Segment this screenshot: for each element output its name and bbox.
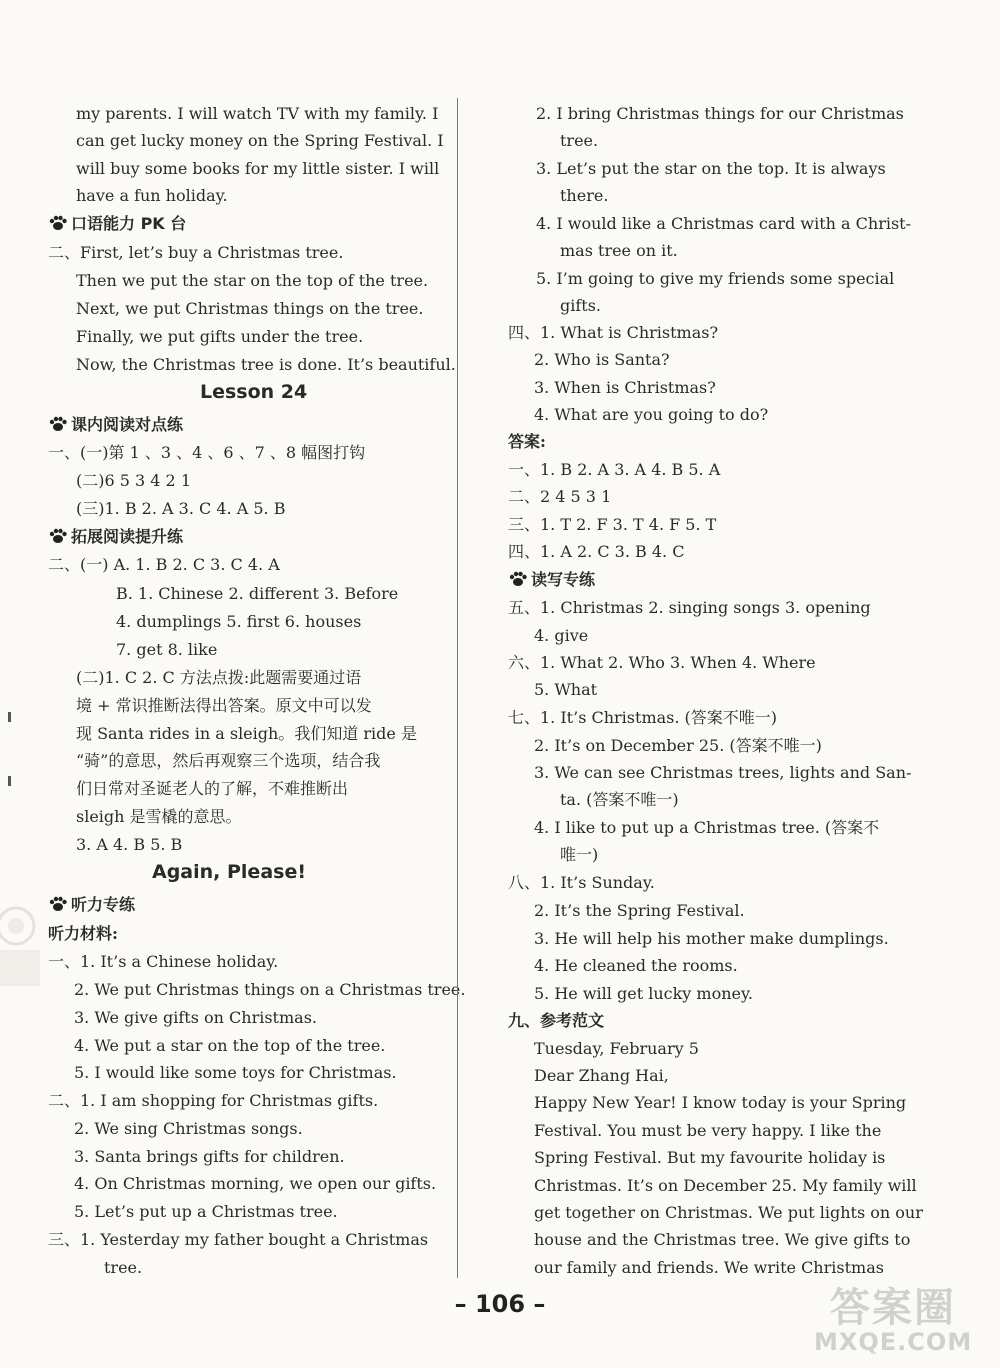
text-line: 六、1. What 2. Who 3. When 4. Where xyxy=(508,653,816,672)
text-line: house and the Christmas tree. We give gifts to xyxy=(534,1230,911,1249)
text-line: Christmas. It’s on December 25. My family will xyxy=(534,1176,917,1195)
text-line: 一、1. It’s a Chinese holiday. xyxy=(48,952,279,971)
text-line: 4. I like to put up a Christmas tree. (答案不 xyxy=(534,818,880,837)
section-heading xyxy=(508,570,595,590)
text-line: “骑”的意思，然后再观察三个选项，结合我 xyxy=(76,751,381,770)
text-line: my parents. I will watch TV with my family. I xyxy=(76,104,439,123)
section-heading xyxy=(48,214,186,234)
text-line: 四、1. A 2. C 3. B 4. C xyxy=(508,542,685,561)
text-line: 3. A 4. B 5. B xyxy=(76,835,183,854)
text-line: Now, the Christmas tree is done. It’s beautiful. xyxy=(76,355,456,374)
text-line: get together on Christmas. We put lights on our xyxy=(534,1203,923,1222)
section-heading xyxy=(48,895,135,915)
text-line: our family and friends. We write Christmas xyxy=(534,1258,884,1277)
text-line: 5. He will get lucky money. xyxy=(534,984,753,1003)
text-line: 5. Let’s put up a Christmas tree. xyxy=(74,1202,338,1221)
text-line: 三、1. Yesterday my father bought a Christmas xyxy=(48,1230,429,1249)
margin-mark xyxy=(8,776,11,786)
text-line: Tuesday, February 5 xyxy=(534,1039,699,1058)
text-line: 三、1. T 2. F 3. T 4. F 5. T xyxy=(508,515,717,534)
text-line: 八、1. It’s Sunday. xyxy=(508,873,655,892)
text-line: will buy some books for my little sister. I will xyxy=(76,159,440,178)
text-line: (二)6 5 3 4 2 1 xyxy=(76,471,191,490)
paw-icon xyxy=(48,416,68,432)
text-line: 2. We sing Christmas songs. xyxy=(74,1119,303,1138)
text-line: Next, we put Christmas things on the tree. xyxy=(76,299,424,318)
text-line: 4. dumplings 5. first 6. houses xyxy=(116,612,362,631)
section-heading-text: 课内阅读对点练 xyxy=(71,415,184,434)
text-line: 5. I’m going to give my friends some special xyxy=(536,269,895,288)
text-line: 二、2 4 5 3 1 xyxy=(508,487,612,506)
text-line: have a fun holiday. xyxy=(76,186,228,205)
text-line: 3. Let’s put the star on the top. It is always xyxy=(536,159,886,178)
watermark-logo-text: 答案圈 xyxy=(830,1285,956,1331)
page-number: – 106 – xyxy=(454,1290,546,1318)
text-line: Finally, we put gifts under the tree. xyxy=(76,327,364,346)
margin-mark xyxy=(8,712,11,722)
text-line: 2. It’s the Spring Festival. xyxy=(534,901,745,920)
paw-icon xyxy=(48,528,68,544)
text-line: mas tree on it. xyxy=(560,241,678,260)
text-line: (二)1. C 2. C 方法点拨:此题需要通过语 xyxy=(76,668,362,687)
watermark xyxy=(802,1276,992,1366)
text-line: 4. He cleaned the rooms. xyxy=(534,956,738,975)
text-line: 现 Santa rides in a sleigh。我们知道 ride 是 xyxy=(76,724,417,743)
text-line: B. 1. Chinese 2. different 3. Before xyxy=(116,584,399,603)
lesson-title: Lesson 24 xyxy=(200,381,308,403)
section-heading-text: 拓展阅读提升练 xyxy=(71,527,184,546)
text-line: 听力材料: xyxy=(48,924,118,943)
text-line: 3. Santa brings gifts for children. xyxy=(74,1147,345,1166)
text-line: 2. Who is Santa? xyxy=(534,350,670,369)
text-line: 唯一) xyxy=(560,845,599,864)
watermark-url: MXQE.COM xyxy=(814,1328,973,1356)
section-heading xyxy=(48,527,183,547)
text-line: 4. On Christmas morning, we open our gifts. xyxy=(74,1174,437,1193)
lesson-title: Again, Please! xyxy=(152,861,307,883)
text-line: 5. I would like some toys for Christmas. xyxy=(74,1063,397,1082)
paw-icon xyxy=(508,571,528,587)
text-line: 4. What are you going to do? xyxy=(534,405,769,424)
text-line: 5. What xyxy=(534,680,598,699)
paw-icon xyxy=(48,896,68,912)
text-line: tree. xyxy=(560,131,599,150)
text-line: (三)1. B 2. A 3. C 4. A 5. B xyxy=(76,499,286,518)
text-line: Then we put the star on the top of the tree. xyxy=(76,271,429,290)
text-line: 一、1. B 2. A 3. A 4. B 5. A xyxy=(508,460,721,479)
text-line: Happy New Year! I know today is your Spring xyxy=(534,1093,907,1112)
text-line: there. xyxy=(560,186,609,205)
text-line: sleigh 是雪橇的意思。 xyxy=(76,807,242,826)
text-line: 二、First, let’s buy a Christmas tree. xyxy=(48,243,344,262)
text-line: gifts. xyxy=(560,296,602,315)
section-heading-text: 听力专练 xyxy=(71,895,136,914)
section-heading-text: 读写专练 xyxy=(531,570,596,589)
text-line: 3. We give gifts on Christmas. xyxy=(74,1008,317,1027)
section-heading-text: 口语能力 PK 台 xyxy=(71,214,187,233)
section-heading xyxy=(48,415,183,435)
text-line: 4. give xyxy=(534,626,589,645)
text-line: 3. He will help his mother make dumplings. xyxy=(534,929,889,948)
text-line: ta. (答案不唯一) xyxy=(560,790,679,809)
text-line: 2. I bring Christmas things for our Christmas xyxy=(536,104,904,123)
text-line: 们日常对圣诞老人的了解，不难推断出 xyxy=(76,779,349,798)
text-line: 3. We can see Christmas trees, lights and San- xyxy=(534,763,912,782)
text-line: 境 + 常识推断法得出答案。原文中可以发 xyxy=(76,696,372,715)
text-line: 4. I would like a Christmas card with a Christ- xyxy=(536,214,911,233)
paw-icon xyxy=(48,215,68,231)
text-line: 七、1. It’s Christmas. (答案不唯一) xyxy=(508,708,778,727)
text-line: 7. get 8. like xyxy=(116,640,218,659)
text-line: 二、1. I am shopping for Christmas gifts. xyxy=(48,1091,379,1110)
text-line: 答案: xyxy=(508,432,546,451)
text-line: tree. xyxy=(104,1258,143,1277)
text-line: Dear Zhang Hai, xyxy=(534,1066,669,1085)
text-line: 九、参考范文 xyxy=(508,1011,605,1030)
text-line: 2. It’s on December 25. (答案不唯一) xyxy=(534,736,822,755)
text-line: can get lucky money on the Spring Festival. I xyxy=(76,131,444,150)
text-line: 五、1. Christmas 2. singing songs 3. opening xyxy=(508,598,871,617)
text-line: 一、(一)第 1 、3 、4 、6 、7 、8 幅图打钩 xyxy=(48,443,366,462)
column-divider xyxy=(457,98,458,1278)
text-line: 四、1. What is Christmas? xyxy=(508,323,719,342)
text-line: 二、(一) A. 1. B 2. C 3. C 4. A xyxy=(48,555,280,574)
text-line: 4. We put a star on the top of the tree. xyxy=(74,1036,386,1055)
text-line: Festival. You must be very happy. I like the xyxy=(534,1121,882,1140)
text-line: 3. When is Christmas? xyxy=(534,378,716,397)
text-line: Spring Festival. But my favourite holiday is xyxy=(534,1148,886,1167)
text-line: 2. We put Christmas things on a Christmas tree. xyxy=(74,980,466,999)
